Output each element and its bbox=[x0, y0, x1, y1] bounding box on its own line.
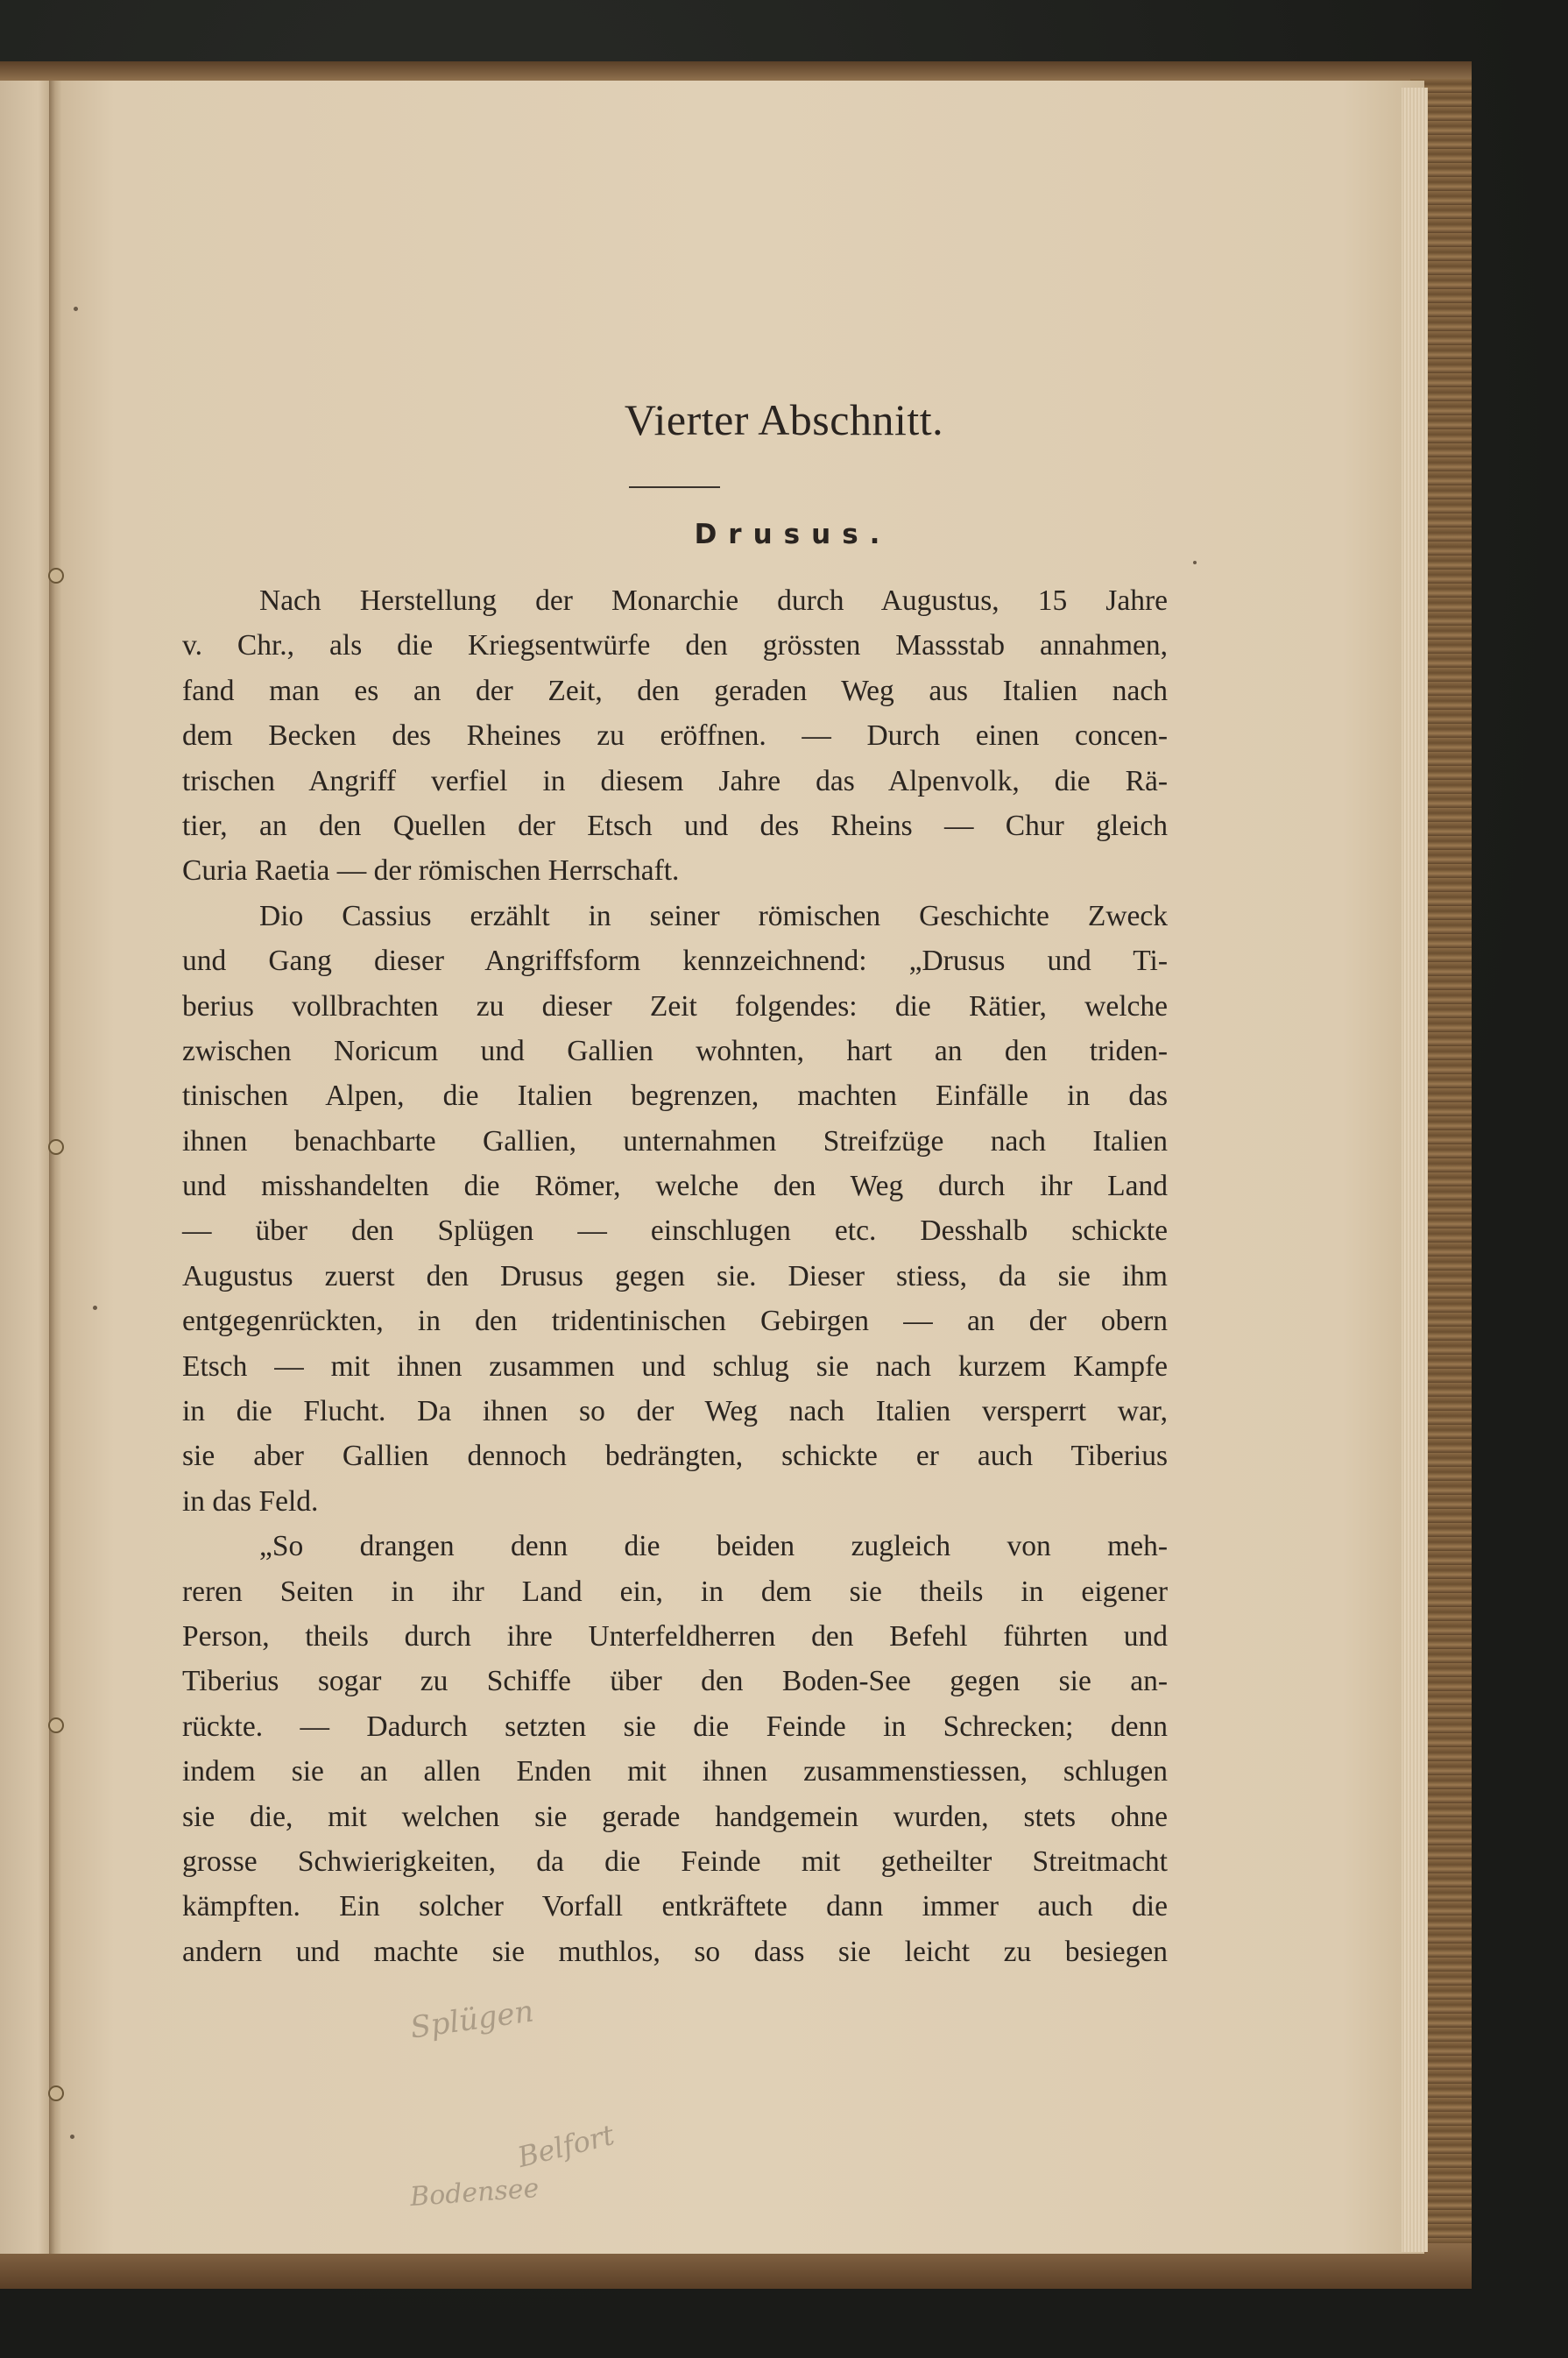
text-line: sie die, mit welchen sie gerade handgemein wurden, stets ohne bbox=[182, 1800, 1168, 1833]
text-line: trischen Angriff verfiel in diesem Jahre das Alpenvolk, die Rä- bbox=[182, 764, 1168, 797]
text-line: Curia Raetia — der römischen Herrschaft. bbox=[182, 854, 680, 888]
text-line: tier, an den Quellen der Etsch und des Rheins — Chur gleich bbox=[182, 809, 1168, 842]
chapter-heading: Vierter Abschnitt. bbox=[624, 395, 944, 444]
text-line: rückte. — Dadurch setzten sie die Feinde in Schrecken; denn bbox=[182, 1710, 1168, 1743]
text-line: Dio Cassius erzählt in seiner römischen Geschichte Zweck bbox=[259, 899, 1168, 932]
text-line: andern und machte sie muthlos, so dass sie leicht zu besiegen bbox=[182, 1935, 1168, 1968]
text-line: v. Chr., als die Kriegsentwürfe den grössten Massstab annahmen, bbox=[182, 629, 1168, 662]
text-line: ihnen benachbarte Gallien, unternahmen Streifzüge nach Italien bbox=[182, 1124, 1168, 1158]
text-line: Etsch — mit ihnen zusammen und schlug sie nach kurzem Kampfe bbox=[182, 1349, 1168, 1383]
pencil-annotation: Bodensee bbox=[408, 2172, 540, 2213]
text-line: tinischen Alpen, die Italien begrenzen, machten Einfälle in das bbox=[182, 1080, 1168, 1113]
text-line: entgegenrückten, in den tridentinischen Gebirgen — an der obern bbox=[182, 1305, 1168, 1338]
text-line: reren Seiten in ihr Land ein, in dem sie theils in eigener bbox=[182, 1575, 1168, 1608]
paper-speck bbox=[1193, 561, 1197, 564]
text-line: „So drangen denn die beiden zugleich von meh- bbox=[259, 1530, 1168, 1563]
text-line: und Gang dieser Angriffsform kennzeichnend: „Drusus und Ti- bbox=[182, 945, 1168, 978]
text-line: kämpften. Ein solcher Vorfall entkräftete dann immer auch die bbox=[182, 1890, 1168, 1923]
text-line: zwischen Noricum und Gallien wohnten, hart an den triden- bbox=[182, 1034, 1168, 1067]
binding-stitch bbox=[48, 568, 64, 584]
text-line: fand man es an der Zeit, den geraden Weg aus Italien nach bbox=[182, 674, 1168, 707]
text-line: Person, theils durch ihre Unterfeldherren den Befehl führten und bbox=[182, 1619, 1168, 1653]
text-line: grosse Schwierigkeiten, da die Feinde mit getheilter Streitmacht bbox=[182, 1845, 1168, 1878]
text-line: in die Flucht. Da ihnen so der Weg nach Italien versperrt war, bbox=[182, 1395, 1168, 1428]
text-line: — über den Splügen — einschlugen etc. Desshalb schickte bbox=[182, 1214, 1168, 1248]
text-line: und misshandelten die Römer, welche den Weg durch ihr Land bbox=[182, 1170, 1168, 1203]
binding-stitch bbox=[48, 1139, 64, 1155]
binding-stitch bbox=[48, 1717, 64, 1733]
text-line: in das Feld. bbox=[182, 1484, 319, 1518]
section-subheading: Drusus. bbox=[694, 519, 892, 550]
text-line: sie aber Gallien dennoch bedrängten, schickte er auch Tiberius bbox=[182, 1440, 1168, 1473]
text-line: Nach Herstellung der Monarchie durch Augustus, 15 Jahre bbox=[259, 584, 1168, 617]
pencil-annotation: Belfort bbox=[514, 2118, 618, 2174]
heading-divider bbox=[629, 486, 720, 488]
paper-speck bbox=[70, 2135, 74, 2139]
text-line: berius vollbrachten zu dieser Zeit folgendes: die Rätier, welche bbox=[182, 989, 1168, 1023]
paper-speck bbox=[93, 1306, 97, 1310]
binding-stitch bbox=[48, 2085, 64, 2101]
text-line: indem sie an allen Enden mit ihnen zusammenstiessen, schlugen bbox=[182, 1755, 1168, 1788]
text-line: Tiberius sogar zu Schiffe über den Boden-See gegen sie an- bbox=[182, 1665, 1168, 1698]
body-text bbox=[182, 578, 1168, 1974]
text-line: dem Becken des Rheines zu eröffnen. — Durch einen concen- bbox=[182, 719, 1168, 753]
text-line: Augustus zuerst den Drusus gegen sie. Dieser stiess, da sie ihm bbox=[182, 1259, 1168, 1292]
paper-speck bbox=[74, 307, 78, 311]
pencil-annotation: Splügen bbox=[407, 1993, 536, 2046]
